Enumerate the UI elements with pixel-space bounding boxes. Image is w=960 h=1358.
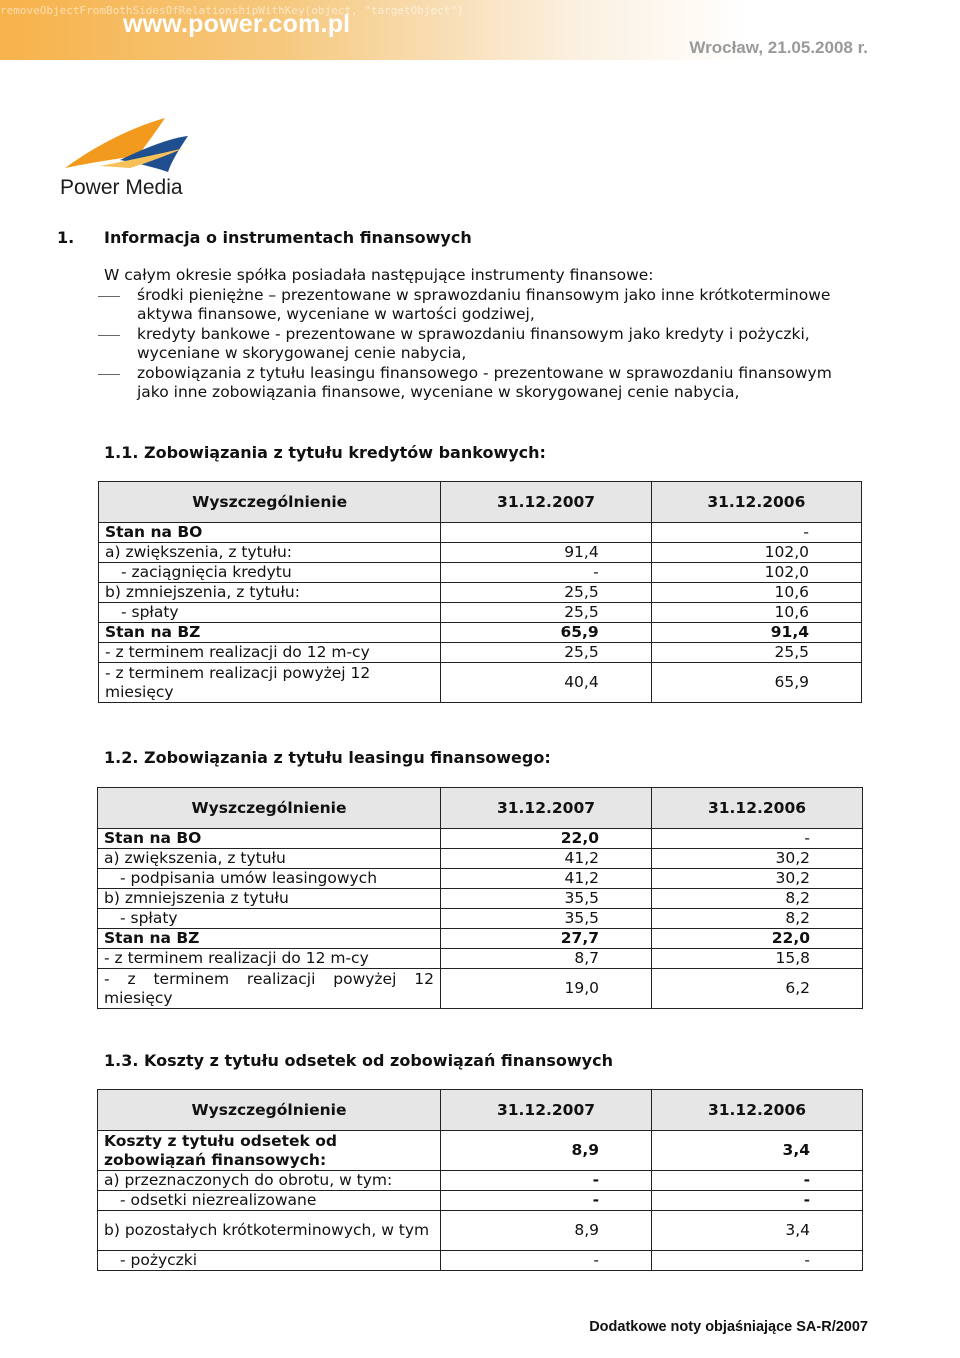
value-2007: 35,5: [441, 909, 652, 929]
row-label: a) zwiększenia, z tytułu: [98, 849, 441, 869]
row-label: - zaciągnięcia kredytu: [99, 563, 441, 583]
table-row: [98, 849, 863, 869]
value-2007: -: [441, 1251, 652, 1271]
value-2007: 25,5: [441, 583, 651, 603]
subsection-title: 1.1. Zobowiązania z tytułu kredytów bankowych:: [104, 443, 546, 462]
table-row: [99, 563, 862, 583]
table-row: [98, 1251, 863, 1271]
bullet-line: wyceniane w skorygowanej cenie nabycia,: [137, 344, 467, 362]
table-row: [98, 829, 863, 849]
value-2007: 27,7: [441, 929, 652, 949]
value-2007: -: [441, 563, 651, 583]
value-2006: 15,8: [652, 949, 863, 969]
column-header: Wyszczególnienie: [98, 1090, 441, 1131]
value-2006: 30,2: [652, 849, 863, 869]
value-2007: 41,2: [441, 869, 652, 889]
row-label: Stan na BZ: [98, 929, 441, 949]
logo-text: Power Media: [60, 176, 183, 199]
table-row: [98, 969, 863, 1009]
value-2007: 35,5: [441, 889, 652, 909]
value-2006: 10,6: [651, 583, 861, 603]
value-2006: 10,6: [651, 603, 861, 623]
subsection-title: 1.3. Koszty z tytułu odsetek od zobowiązań finansowych: [104, 1051, 613, 1070]
table-row: [98, 929, 863, 949]
bullet-line: zobowiązania z tytułu leasingu finansowego - prezentowane w sprawozdaniu finansowym: [137, 364, 832, 382]
row-label: Koszty z tytułu odsetek od zobowiązań finansowych:: [98, 1131, 441, 1171]
intro-text: W całym okresie spółka posiadała następujące instrumenty finansowe:: [104, 266, 654, 284]
bullet-line: środki pieniężne – prezentowane w sprawozdaniu finansowym jako inne krótkoterminowe: [137, 286, 831, 304]
row-label: - podpisania umów leasingowych: [98, 869, 441, 889]
row-label: a) zwiększenia, z tytułu:: [99, 543, 441, 563]
table-row: [98, 1131, 863, 1171]
value-2006: 102,0: [651, 563, 861, 583]
table-row: [98, 889, 863, 909]
column-header: Wyszczególnienie: [98, 788, 441, 829]
dash-icon: [98, 374, 120, 375]
value-2007: 25,5: [441, 643, 651, 663]
value-2006: 30,2: [652, 869, 863, 889]
table-row: [98, 1191, 863, 1211]
value-2007: 41,2: [441, 849, 652, 869]
row-label: - spłaty: [99, 603, 441, 623]
row-label: - z terminem realizacji powyżej 12 miesięcy: [99, 663, 441, 703]
table-row: [99, 543, 862, 563]
value-2006: 102,0: [651, 543, 861, 563]
row-label: - spłaty: [98, 909, 441, 929]
value-2006: 22,0: [652, 929, 863, 949]
bullet-line: aktywa finansowe, wyceniane w wartości godziwej,: [137, 305, 535, 323]
row-label: - z terminem realizacji do 12 m-cy: [99, 643, 441, 663]
table-row: [99, 663, 862, 703]
value-2006: 8,2: [652, 909, 863, 929]
credit-table: [98, 481, 862, 703]
table-row: [98, 949, 863, 969]
table-row: [98, 909, 863, 929]
value-2007: 65,9: [441, 623, 651, 643]
column-header: Wyszczególnienie: [99, 482, 441, 523]
value-2006: 6,2: [652, 969, 863, 1009]
value-2006: 65,9: [651, 663, 861, 703]
value-2007: -: [441, 1191, 652, 1211]
table-row: [99, 583, 862, 603]
header-code-background: removeObjectFromBothSidesOfRelationshipWithKey(object, "targetObject"): [0, 4, 464, 17]
column-header: 31.12.2007: [441, 482, 651, 523]
value-2007: 40,4: [441, 663, 651, 703]
table-row: [98, 1211, 863, 1251]
value-2007: [441, 523, 651, 543]
row-label: Stan na BZ: [99, 623, 441, 643]
value-2007: 8,9: [441, 1131, 652, 1171]
row-label: - z terminem realizacji do 12 m-cy: [98, 949, 441, 969]
value-2006: -: [652, 1191, 863, 1211]
row-label: Stan na BO: [99, 523, 441, 543]
row-label: - z terminem realizacji powyżej 12 miesięcy: [98, 969, 441, 1009]
table-row: [98, 869, 863, 889]
footer-note: Dodatkowe noty objaśniające SA-R/2007: [589, 1319, 868, 1335]
row-label: - odsetki niezrealizowane: [98, 1191, 441, 1211]
table-row: [99, 523, 862, 543]
row-label: b) zmniejszenia z tytułu: [98, 889, 441, 909]
value-2007: 8,7: [441, 949, 652, 969]
table-row: [98, 1171, 863, 1191]
value-2007: 19,0: [441, 969, 652, 1009]
row-label: b) pozostałych krótkoterminowych, w tym: [98, 1211, 441, 1251]
value-2006: 91,4: [651, 623, 861, 643]
value-2007: 22,0: [441, 829, 652, 849]
value-2006: 3,4: [652, 1131, 863, 1171]
row-label: b) zmniejszenia, z tytułu:: [99, 583, 441, 603]
value-2007: 91,4: [441, 543, 651, 563]
column-header: 31.12.2007: [441, 1090, 652, 1131]
subsection-title: 1.2. Zobowiązania z tytułu leasingu finansowego:: [104, 748, 551, 767]
leasing-table: [97, 787, 863, 1009]
value-2006: 25,5: [651, 643, 861, 663]
dash-icon: [98, 335, 120, 336]
value-2007: 25,5: [441, 603, 651, 623]
value-2006: 8,2: [652, 889, 863, 909]
table-row: [99, 643, 862, 663]
row-label: - pożyczki: [98, 1251, 441, 1271]
value-2006: -: [652, 829, 863, 849]
column-header: 31.12.2006: [652, 1090, 863, 1131]
table-row: [99, 623, 862, 643]
bullet-line: jako inne zobowiązania finansowe, wyceniane w skorygowanej cenie nabycia,: [137, 383, 740, 401]
dash-icon: [98, 296, 120, 297]
bullet-line: kredyty bankowe - prezentowane w sprawozdaniu finansowym jako kredyty i pożyczki,: [137, 325, 810, 343]
value-2006: -: [651, 523, 861, 543]
header-url[interactable]: www.power.com.pl: [123, 10, 351, 38]
value-2006: 3,4: [652, 1211, 863, 1251]
value-2006: -: [652, 1171, 863, 1191]
document-date: Wrocław, 21.05.2008 r.: [689, 38, 868, 57]
row-label: a) przeznaczonych do obrotu, w tym:: [98, 1171, 441, 1191]
column-header: 31.12.2007: [441, 788, 652, 829]
interest-cost-table: [97, 1089, 863, 1271]
row-label: Stan na BO: [98, 829, 441, 849]
table-row: [99, 603, 862, 623]
section-number: 1.: [57, 228, 75, 247]
value-2006: -: [652, 1251, 863, 1271]
value-2007: -: [441, 1171, 652, 1191]
column-header: 31.12.2006: [652, 788, 863, 829]
value-2007: 8,9: [441, 1211, 652, 1251]
column-header: 31.12.2006: [651, 482, 861, 523]
section-title: Informacja o instrumentach finansowych: [104, 228, 472, 247]
